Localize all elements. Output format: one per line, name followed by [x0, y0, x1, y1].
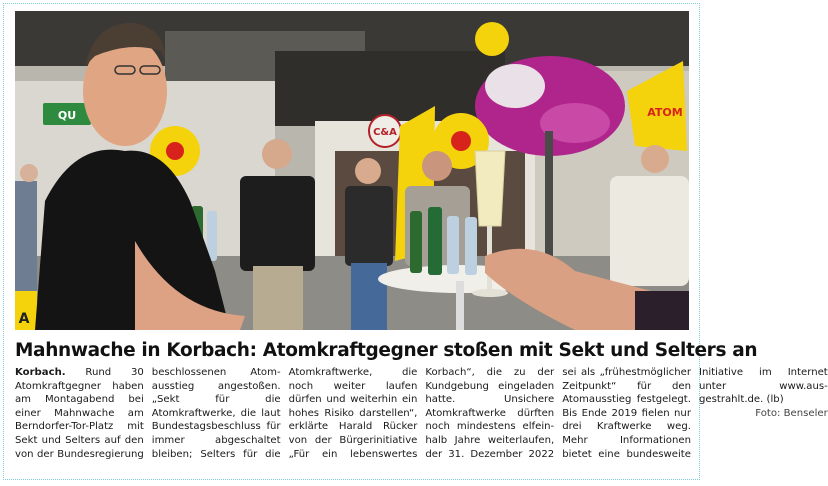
qu-store-sign-text: QU [57, 109, 77, 122]
article-headline: Mahnwache in Korbach: Atomkraftgegner stoßen mit Sekt und Selters an [15, 340, 758, 361]
champagne-glass [475, 151, 505, 226]
photo-credit: Foto: Benseler [755, 407, 828, 419]
banner-right-text: ATOM [647, 106, 683, 119]
news-photo [15, 11, 689, 330]
balloon-top [475, 22, 509, 56]
ca-logo-text: C&A [373, 127, 397, 138]
harald-shirt [240, 176, 315, 271]
article-body [15, 366, 828, 466]
article-dateline: Korbach. [15, 367, 66, 378]
article-text: Rund 30 Atomkraftgegner haben am Montagabend bei einer Mahnwache am Berndorfer-Tor-Platz mit Sekt und Selters auf den von der Bundesregierung beschlossenen Atomausstieg angestoßen. „Sekt für die Atomkraftwerke, die laut Bundestagsbeschluss für immer abgeschaltet bleiben; Selters für die Atomkraftwerke, die noch weiter laufen dürfen und weiterhin ein hohes Risiko darstellen“, erklärte Harald Rücker von der Bürgerinitiative „Für ein lebenswertes Korbach“, die zu der Kundgebung eingeladen hatte. Unsichere Atomkraftwerke dürften noch mindestens elfeinhalb Jahre weiterlaufen, der 31. Dezember 2022 sei als „frühestmöglicher Zeitpunkt“ für den Atomausstieg festgelegt. Bis Ende 2019 fielen nur drei Kraftwerke weg. Mehr Informationen bietet eine bundesweite Initiative im Internet unter www.ausgestrahlt.de. (lb) [15, 367, 828, 460]
banner-left-text: A [18, 311, 30, 327]
